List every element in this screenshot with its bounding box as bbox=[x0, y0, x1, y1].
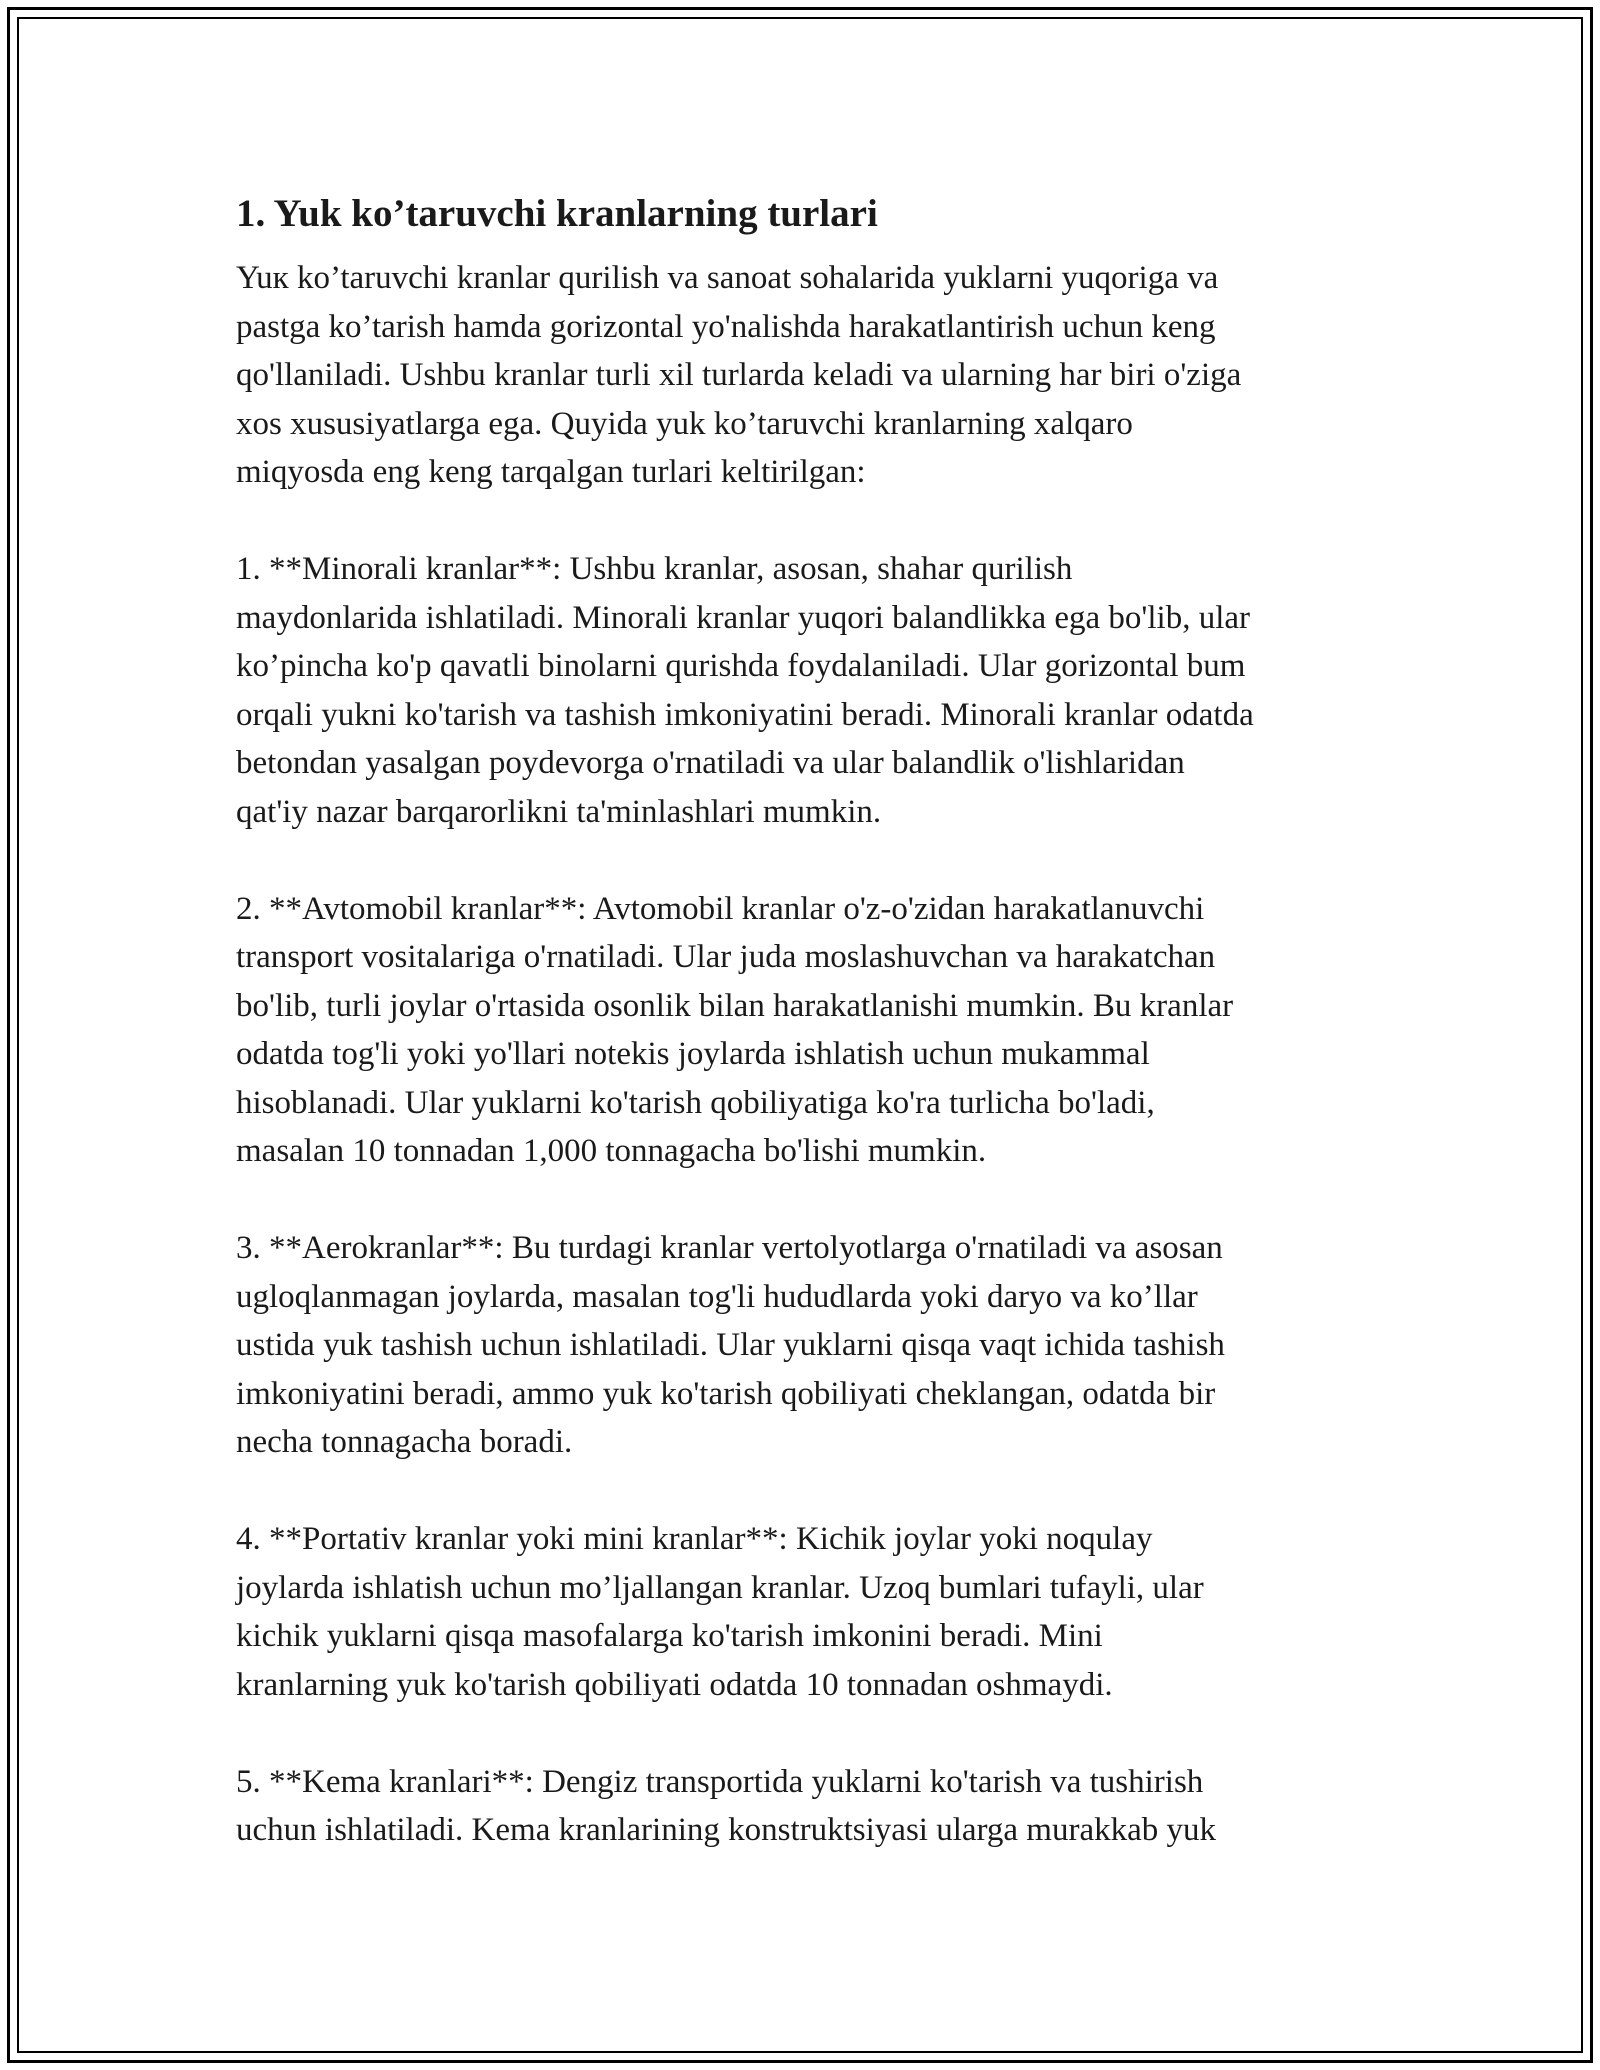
list-item-portable-cranes: 4. **Portativ kranlar yoki mini kranlar**: Kichik joylar yoki noqulay joylarda ishlatish uchun mo’ljallangan kranlar. Uzoq bumlari tufayli, ular kichik yuklarni qisqa masofalarga ko'tarish imkonini beradi. Mini kranlarning yuk ko'tarish qobiliyati odatda 10 tonnadan oshmaydi. bbox=[236, 1521, 1204, 1703]
list-item-mobile-cranes: 2. **Avtomobil kranlar**: Avtomobil kranlar o'z-o'zidan harakatlanuvchi transport vositalariga o'rnatiladi. Ular juda moslashuvchan va harakatchan bo'lib, turli joylar o'rtasida osonlik bilan harakatlanishi mumkin. Bu kranlar odatda tog'li yoki yo'llari notekis joylarda ishlatish uchun mukammal hisoblanadi. Ular yuklarni ko'tarish qobiliyatiga ko'ra turlicha bo'ladi, masalan 10 tonnadan 1,000 tonnagacha bo'lishi mumkin. bbox=[236, 890, 1234, 1169]
list-item-tower-cranes: 1. **Minorali kranlar**: Ushbu kranlar, asosan, shahar qurilish maydonlarida ishlatiladi. Minorali kranlar yuqori balandlikka ega bo'lib, ular ko’pincha ko'p qavatli binolarni qurishda foydalaniladi. Ular gorizontal bum orqali yukni ko'tarish va tashish imkoniyatini beradi. Minorali kranlar odatda betondan yasalgan poydevorga o'rnatiladi va ular balandlik o'lishlaridan qat'iy nazar barqarorlikni ta'minlashlari mumkin. bbox=[236, 551, 1254, 830]
list-item-aero-cranes: 3. **Aerokranlar**: Bu turdagi kranlar vertolyotlarga o'rnatiladi va asosan ugloqlanmagan joylarda, masalan tog'li hududlarda yoki daryo va ko’llar ustida yuk tashish uchun ishlatiladi. Ular yuklarni qisqa vaqt ichida tashish imkoniyatini beradi, ammo yuk ko'tarish qobiliyati cheklangan, odatda bir necha tonnagacha boradi. bbox=[236, 1230, 1225, 1460]
document-body bbox=[236, 186, 1381, 1855]
section-heading: 1. Yuk ko’taruvchi kranlarning turlari bbox=[236, 192, 878, 235]
intro-paragraph: Yuк ko’taruvchi kranlar qurilish va sanoat sohalarida yuklarni yuqoriga va pastga ko’tarish hamda gorizontal yo'nalishda harakatlantirish uchun keng qo'llaniladi. Ushbu kranlar turli xil turlarda keladi va ularning har biri o'ziga xos xususiyatlarga ega. Quyida yuk ko’taruvchi kranlarning xalqaro miqyosda eng keng tarqalgan turlari keltirilgan: bbox=[236, 260, 1242, 490]
list-item-ship-cranes: 5. **Kema kranlari**: Dengiz transportida yuklarni ko'tarish va tushirish uchun ishlatiladi. Kema kranlarining konstruktsiyasi ularga murakkab yuk bbox=[236, 1763, 1217, 1848]
